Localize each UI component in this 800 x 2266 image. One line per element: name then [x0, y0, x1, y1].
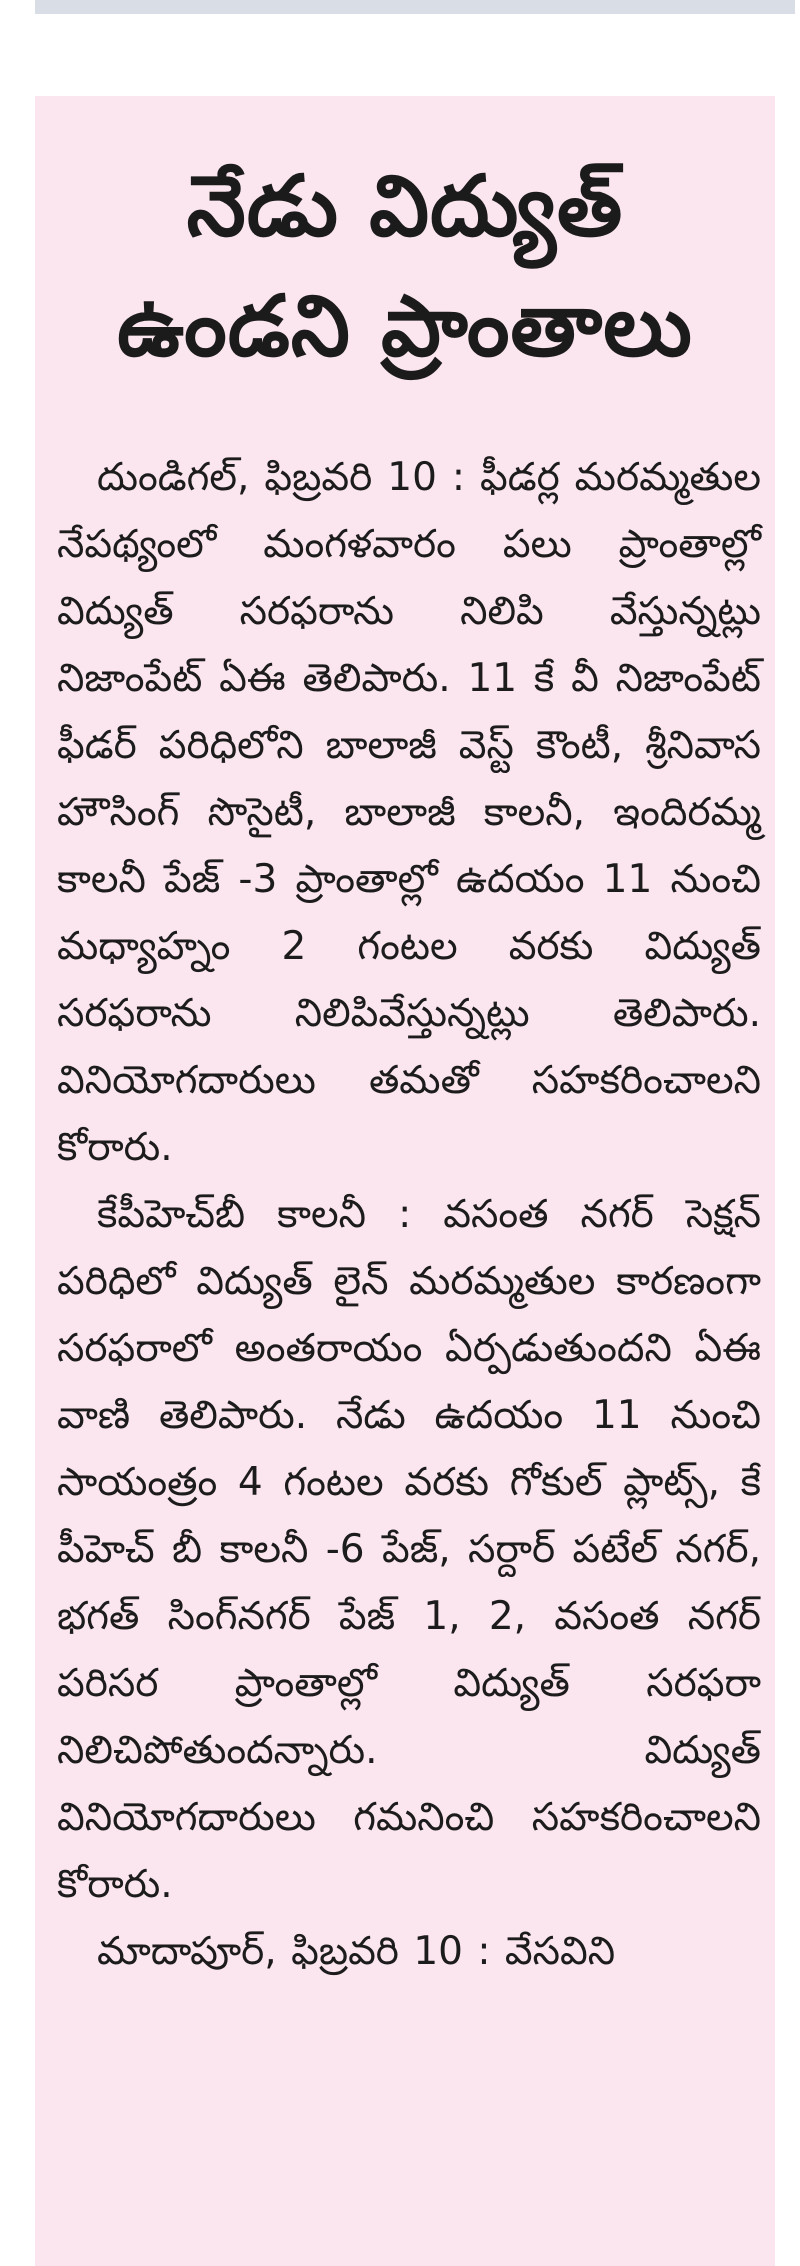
- top-divider-strip: [35, 0, 795, 14]
- paragraph-kphb: కేపీహెచ్‌బీ కాలనీ : వసంత నగర్ సెక్షన్ పరిధిలో విద్యుత్ లైన్ మరమ్మతుల కారణంగా సరఫరాలో అంతరాయం ఏర్పడుతుందని ఏఈ వాణి తెలిపారు. నేడు ఉదయం 11 నుంచి సాయంత్రం 4 గంటల వరకు గోకుల్ ప్లాట్స్, కే పీహెచ్ బీ కాలనీ -6 పేజ్, సర్దార్ పటేల్ నగర్, భగత్ సింగ్‌నగర్ పేజ్ 1, 2, వసంత నగర్ పరిసర ప్రాంతాల్లో విద్యుత్ సరఫరా నిలిచిపోతుందన్నారు. విద్యుత్ వినియోగదారులు గమనించి సహకరించాలని కోరారు.: [57, 1192, 761, 1907]
- article-body: [35, 444, 775, 1985]
- paragraph-dundigal: దుండిగల్, ఫిబ్రవరి 10 : ఫీడర్ల మరమ్మతుల నేపథ్యంలో మంగళవారం పలు ప్రాంతాల్లో విద్యుత్ సరఫరాను నిలిపి వేస్తున్నట్లు నిజాంపేట్ ఏఈ తెలిపారు. 11 కే వీ నిజాంపేట్ ఫీడర్ పరిధిలోని బాలాజీ వెస్ట్ కౌంటీ, శ్రీనివాస హౌసింగ్ సొసైటీ, బాలాజీ కాలనీ, ఇందిరమ్మ కాలనీ పేజ్ -3 ప్రాంతాల్లో ఉదయం 11 నుంచి మధ్యాహ్నం 2 గంటల వరకు విద్యుత్ సరఫరాను నిలిపివేస్తున్నట్లు తెలిపారు. వినియోగదారులు తమతో సహకరించాలని కోరారు.: [57, 455, 761, 1170]
- headline-line-1: నేడు విద్యుత్: [186, 157, 624, 255]
- headline: [35, 96, 775, 386]
- paragraph-madhapur: మాదాపూర్, ఫిబ్రవరి 10 : వేసవిని: [97, 1929, 616, 1974]
- headline-line-2: ఉండని ప్రాంతాలు: [117, 277, 693, 375]
- news-clipping: [35, 96, 775, 2266]
